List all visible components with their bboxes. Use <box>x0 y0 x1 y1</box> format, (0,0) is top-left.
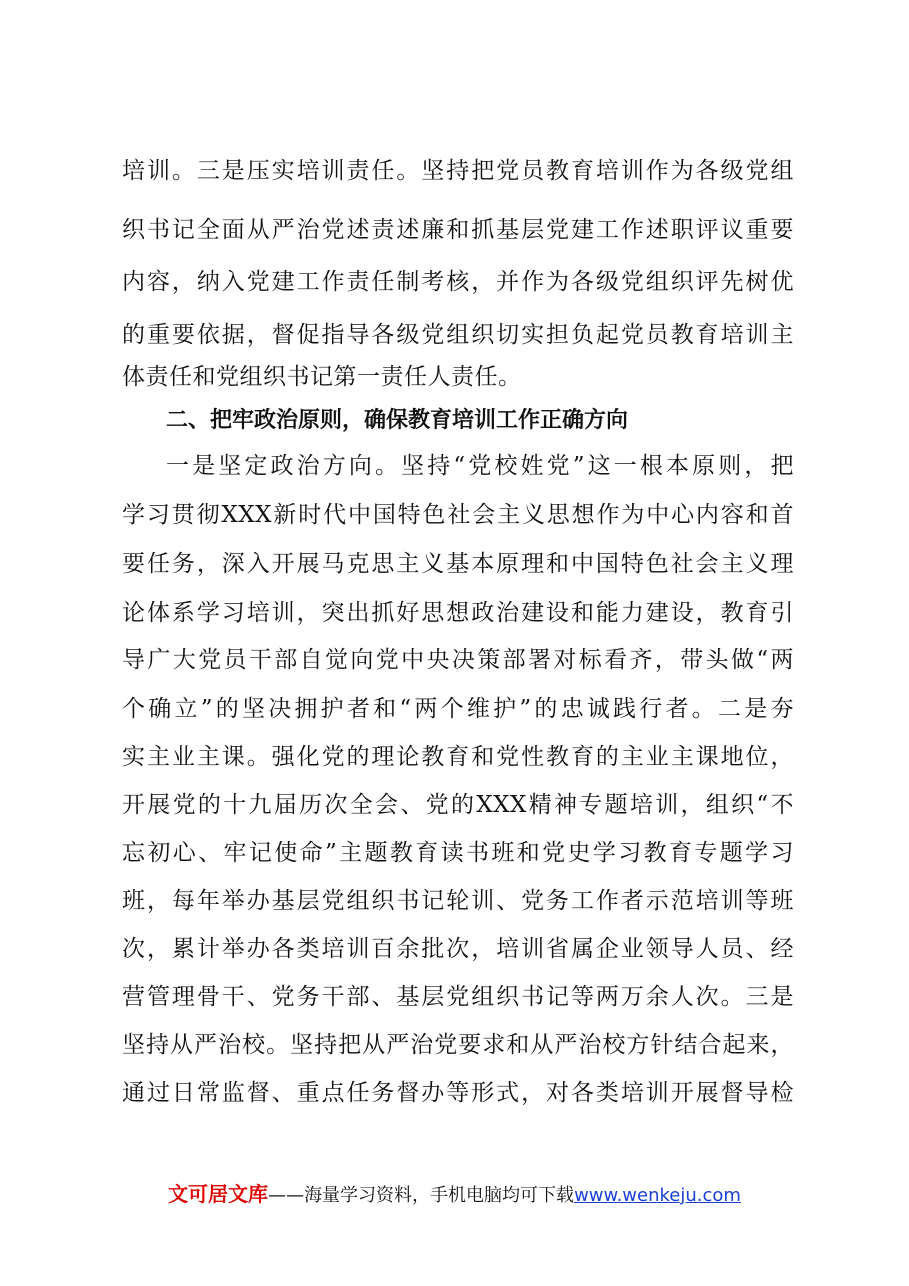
paragraph-line: 班，每年举办基层党组织书记轮训、党务工作者示范培训等班 <box>122 888 794 914</box>
footer-brand: 文可居文库 <box>168 1182 269 1206</box>
footer-tagline: ——海量学习资料，手机电脑均可下载 <box>268 1185 575 1206</box>
paragraph-line: 体责任和党组织书记第一责任人责任。 <box>122 364 522 390</box>
paragraph-line: 培训。三是压实培训责任。坚持把党员教育培训作为各级党组 <box>122 158 794 184</box>
paragraph-line: 内容，纳入党建工作责任制考核，并作为各级党组织评先树优 <box>122 269 794 295</box>
page-footer <box>0 1180 909 1210</box>
paragraph-line: 坚持从严治校。坚持把从严治党要求和从严治校方针结合起来， <box>122 1032 794 1058</box>
paragraph-line: 论体系学习培训，突出抓好思想政治建设和能力建设，教育引 <box>122 600 794 626</box>
paragraph-line: 开展党的十九届历次全会、党的XXX精神专题培训，组织“不 <box>122 792 794 818</box>
paragraph-line: 忘初心、牢记使命”主题教育读书班和党史学习教育专题学习 <box>122 840 794 866</box>
paragraph-line: 通过日常监督、重点任务督办等形式，对各类培训开展督导检 <box>122 1080 794 1106</box>
paragraph-line: 导广大党员干部自觉向党中央决策部署对标看齐，带头做“两 <box>122 647 794 673</box>
paragraph-line: 实主业主课。强化党的理论教育和党性教育的主业主课地位， <box>122 744 794 770</box>
paragraph-line: 次，累计举办各类培训百余批次，培训省属企业领导人员、经 <box>122 936 794 962</box>
paragraph-line: 要任务，深入开展马克思主义基本原理和中国特色社会主义理 <box>122 551 794 577</box>
paragraph-line: 营管理骨干、党务干部、基层党组织书记等两万余人次。三是 <box>122 984 794 1010</box>
paragraph-line: 的重要依据，督促指导各级党组织切实担负起党员教育培训主 <box>122 322 794 348</box>
section-heading: 二、把牢政治原则，确保教育培训工作正确方向 <box>166 408 629 433</box>
paragraph-line: 个确立”的坚决拥护者和“两个维护”的忠诚践行者。二是夯 <box>122 696 794 722</box>
paragraph-line: 学习贯彻XXX新时代中国特色社会主义思想作为中心内容和首 <box>122 502 794 528</box>
footer-site-link[interactable]: www.wenkeju.com <box>574 1185 741 1206</box>
paragraph-line: 一是坚定政治方向。坚持“党校姓党”这一根本原则，把 <box>166 453 794 479</box>
paragraph-line: 织书记全面从严治党述责述廉和抓基层党建工作述职评议重要 <box>122 217 794 243</box>
